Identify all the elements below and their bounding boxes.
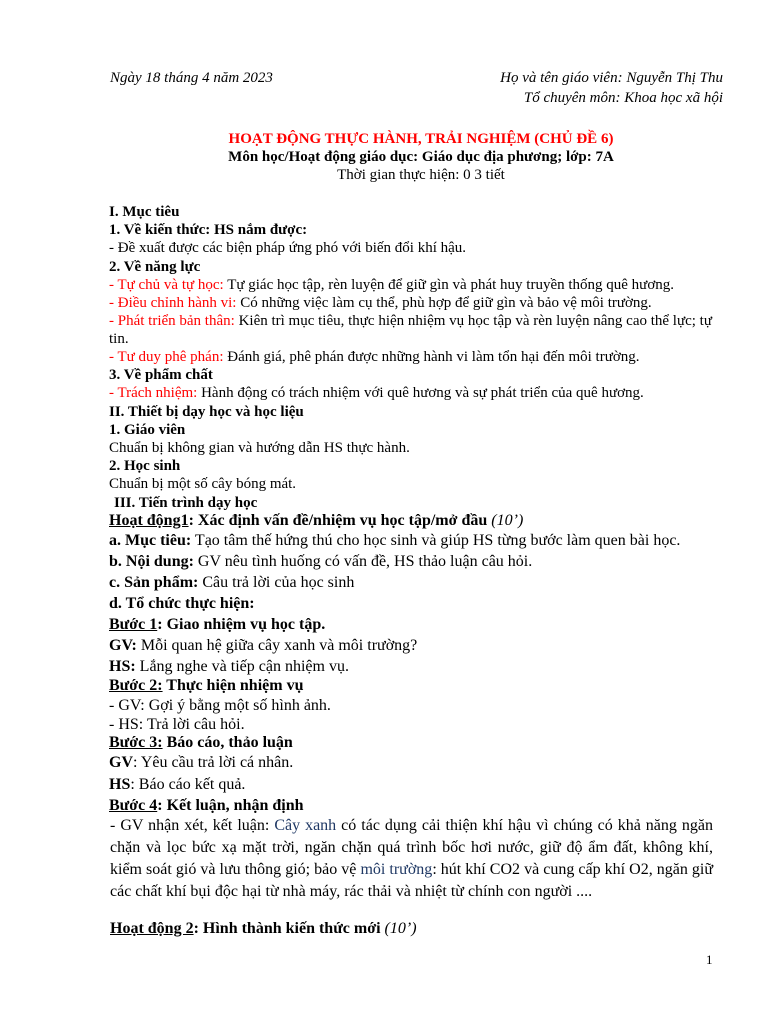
ability-wrap: tin. <box>109 331 129 347</box>
equipment-heading: II. Thiết bị dạy học và học liệu <box>109 404 304 420</box>
gv1-text: Mỗi quan hệ giữa cây xanh và môi trường? <box>136 637 418 654</box>
product-text: Câu trả lời của học sinh <box>198 574 355 591</box>
organization-heading: d. Tổ chức thực hiện: <box>109 595 255 612</box>
step2-title: Thực hiện nhiệm vụ <box>162 677 304 694</box>
student-heading: 2. Học sinh <box>109 458 181 474</box>
ability-item <box>109 312 712 330</box>
date-line: Ngày 18 tháng 4 năm 2023 <box>110 70 273 86</box>
step3-heading <box>109 734 293 752</box>
ability-label: - Tự chủ và tự học: <box>109 277 224 293</box>
step2-item: - GV: Gợi ý bằng một số hình ảnh. <box>109 697 331 714</box>
time-line: Thời gian thực hiện: 0 3 tiết <box>337 167 505 183</box>
gv3-text: : Yêu cầu trả lời cá nhân. <box>133 754 294 771</box>
ability-label: - Phát triển bản thân: <box>109 313 235 329</box>
activity2-time: (10’) <box>384 920 417 937</box>
page-number: 1 <box>706 952 713 967</box>
gv3-line <box>109 754 293 772</box>
department: Tổ chuyên môn: Khoa học xã hội <box>523 90 723 106</box>
objective-label: a. Mục tiêu: <box>109 532 192 549</box>
ability-heading: 2. Về năng lực <box>109 259 201 275</box>
conclusion-paragraph <box>110 815 713 903</box>
objectives-heading: I. Mục tiêu <box>109 204 180 220</box>
activity2-heading <box>110 920 417 938</box>
activity1-time: (10’) <box>491 512 524 529</box>
step2-item: - HS: Trả lời câu hỏi. <box>109 716 245 733</box>
ability-text: Kiên trì mục tiêu, thực hiện nhiệm vụ học tập và rèn luyện nâng cao thể lực; tự <box>234 313 712 329</box>
conclusion-text: - GV nhận xét, kết luận: <box>110 817 275 834</box>
environment-link: môi trường <box>360 861 433 878</box>
activity2-name: Hoạt động 2 <box>110 920 194 937</box>
activity1-name: Hoạt động1 <box>109 512 189 529</box>
conclusion-text: có tác dụng cải thiện khí hậu vì chúng có khả năng ngăn chặn và lọc bức xạ mặt trời, ngăn chặn quá trình bốc hơi nước, giữ độ ẩm đất, không khí, kiểm soát gió và lưu thông gió; bảo vệ <box>110 817 714 878</box>
step3-name: Bước 3: <box>109 734 163 751</box>
gv3-label: GV <box>109 754 133 771</box>
step1-title: : Giao nhiệm vụ học tập. <box>157 616 326 633</box>
step2-heading <box>109 677 303 695</box>
ability-text: Đánh giá, phê phán được những hành vi làm tổn hại đến môi trường. <box>223 349 640 365</box>
ability-item <box>109 276 674 294</box>
step4-title: : Kết luận, nhận định <box>157 797 304 814</box>
hs1-line <box>109 658 349 676</box>
student-text: Chuẩn bị một số cây bóng mát. <box>109 476 297 492</box>
knowledge-heading: 1. Về kiến thức: HS nắm được: <box>109 222 308 238</box>
hs3-text: : Báo cáo kết quả. <box>130 776 246 793</box>
ability-item <box>109 348 640 366</box>
subject-line: Môn học/Hoạt động giáo dục: Giáo dục địa phương; lớp: 7A <box>228 149 614 165</box>
gv1-line <box>109 637 417 655</box>
conclusion-text: : hút khí CO2 và cung cấp khí O2, ngăn giữ các chất khí bụi độc hại từ nhà máy, rác thải và nhiệt từ chính con người .... <box>110 861 714 900</box>
step4-heading <box>109 797 304 815</box>
content-text: GV nêu tình huống có vấn đề, HS thảo luận câu hỏi. <box>193 553 533 570</box>
content-line <box>109 553 532 571</box>
quality-text: Hành động có trách nhiệm với quê hương và sự phát triển của quê hương. <box>197 385 644 401</box>
activity1-title: : Xác định vấn đề/nhiệm vụ học tập/mở đầu <box>188 512 492 529</box>
product-line <box>109 574 354 592</box>
step1-heading <box>109 616 325 634</box>
step2-name: Bước 2: <box>109 677 163 694</box>
teacher-text: Chuẩn bị không gian và hướng dẫn HS thực hành. <box>109 440 410 456</box>
hs3-line <box>109 776 245 794</box>
document-title: HOẠT ĐỘNG THỰC HÀNH, TRẢI NGHIỆM (CHỦ ĐỀ 6) <box>228 131 614 147</box>
step4-name: Bước 4 <box>109 797 158 814</box>
ability-text: Tự giác học tập, rèn luyện để giữ gìn và phát huy truyền thống quê hương. <box>223 277 674 293</box>
teacher-name: Họ và tên giáo viên: Nguyễn Thị Thu <box>500 70 723 86</box>
ability-label: - Tư duy phê phán: <box>109 349 224 365</box>
ability-label: - Điều chỉnh hành vi: <box>109 295 237 311</box>
hs3-label: HS <box>109 776 131 793</box>
objective-line <box>109 532 680 550</box>
knowledge-item: - Đề xuất được các biện pháp ứng phó với biến đổi khí hậu. <box>109 240 467 256</box>
quality-heading: 3. Về phẩm chất <box>109 367 213 383</box>
content-label: b. Nội dung: <box>109 553 194 570</box>
activity1-heading <box>109 512 523 530</box>
step3-title: Báo cáo, thảo luận <box>162 734 293 751</box>
ability-text: Có những việc làm cụ thể, phù hợp để giữ gìn và bảo vệ môi trường. <box>236 295 652 311</box>
product-label: c. Sản phẩm: <box>109 574 199 591</box>
tree-link: Cây xanh <box>274 817 337 834</box>
ability-item <box>109 294 652 312</box>
step1-name: Bước 1 <box>109 616 158 633</box>
teacher-heading: 1. Giáo viên <box>109 422 186 438</box>
quality-item <box>109 384 644 402</box>
hs1-label: HS: <box>109 658 136 675</box>
hs1-text: Lắng nghe và tiếp cận nhiệm vụ. <box>135 658 349 675</box>
activity2-title: : Hình thành kiến thức mới <box>193 920 385 937</box>
process-heading: III. Tiến trình dạy học <box>114 495 258 511</box>
quality-label: - Trách nhiệm: <box>109 385 198 401</box>
gv1-label: GV: <box>109 637 137 654</box>
objective-text: Tạo tâm thế hứng thú cho học sinh và giúp HS từng bước làm quen bài học. <box>191 532 681 549</box>
